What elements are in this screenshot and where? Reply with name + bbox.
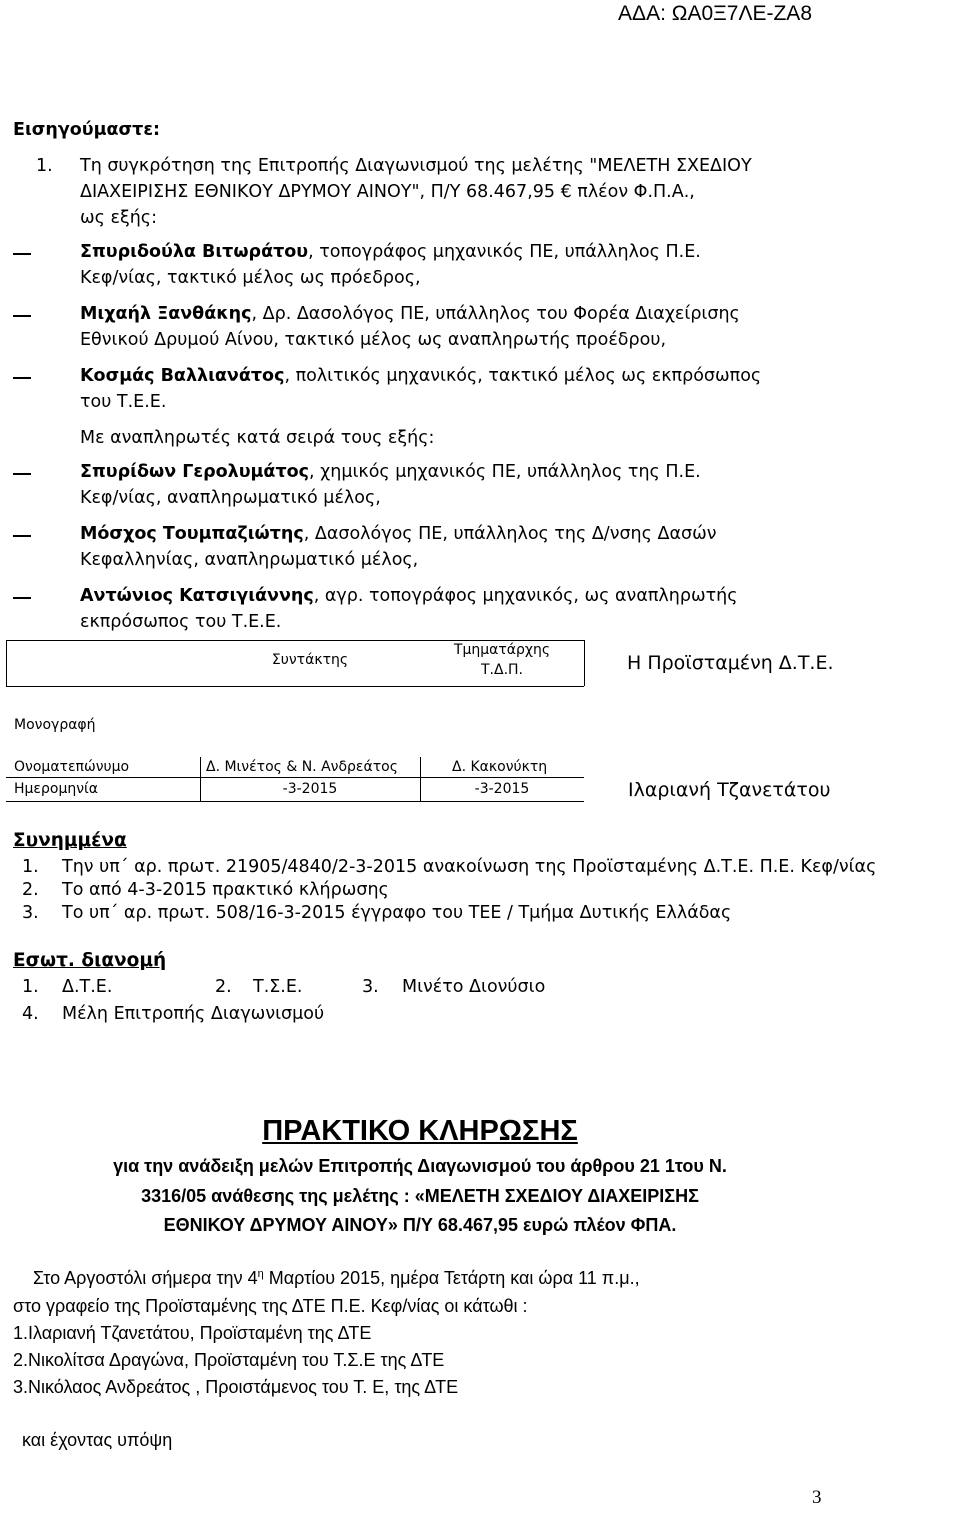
author-column-header: Συντάκτης xyxy=(271,652,349,668)
member-3: Κοσμάς Βαλλιανάτος, πολιτικός μηχανικός, τακτικό μέλος ως εκπρόσωπος xyxy=(80,366,762,386)
distribution-item: Τ.Σ.Ε. xyxy=(253,977,303,997)
table-rule xyxy=(6,801,584,802)
intro-heading: Εισηγούμαστε: xyxy=(13,120,161,140)
item1-number: 1. xyxy=(36,156,53,176)
distribution-title: Εσωτ. διανομή xyxy=(13,950,167,971)
head-date: -3-2015 xyxy=(474,781,530,797)
distribution-number: 2. xyxy=(215,977,232,997)
alternate-1: Σπυρίδων Γερολυμάτος, χημικός μηχανικός ΠΕ, υπάλληλος της Π.Ε. xyxy=(80,462,701,482)
distribution-number: 3. xyxy=(362,977,379,997)
head-column-header-unit: Τ.Δ.Π. xyxy=(480,662,523,678)
item1-line3: ως εξής: xyxy=(80,208,157,228)
attendee-2: 2.Νικολίτσα Δραγώνα, Προϊσταμένη του Τ.Σ.Ε της ΔΤΕ xyxy=(13,1350,445,1370)
minutes-subtitle-1: για την ανάδειξη μελών Επιτροπής Διαγωνισμού του άρθρου 21 1του Ν. xyxy=(113,1156,727,1176)
alternate-2-line2: Κεφαλληνίας, αναπληρωματικό μέλος, xyxy=(80,550,419,570)
table-rule xyxy=(6,686,584,687)
bullet-dash xyxy=(13,535,31,537)
alternate-3-line2: εκπρόσωπος του Τ.Ε.Ε. xyxy=(80,612,282,632)
author-date: -3-2015 xyxy=(282,781,338,797)
initials-row-label: Μονογραφή xyxy=(14,717,96,733)
attachment-number: 2. xyxy=(22,880,39,900)
bullet-dash xyxy=(13,315,31,317)
item1-line2: ΔΙΑΧΕΙΡΙΣΗΣ ΕΘΝΙΚΟΥ ΔΡΥΜΟΥ ΑΙΝΟΥ", Π/Υ 68.467,95 € πλέον Φ.Π.Α., xyxy=(80,182,695,202)
attachments-title: Συνημμένα xyxy=(13,830,127,851)
distribution-item: Δ.Τ.Ε. xyxy=(62,977,113,997)
member-1: Σπυριδούλα Βιτωράτου, τοπογράφος μηχανικός ΠΕ, υπάλληλος Π.Ε. xyxy=(80,242,701,262)
minutes-subtitle-3: ΕΘΝΙΚΟΥ ΔΡΥΜΟΥ ΑΙΝΟΥ» Π/Υ 68.467,95 ευρώ πλέον ΦΠΑ. xyxy=(163,1215,677,1235)
bullet-dash xyxy=(13,473,31,475)
minutes-body-line1: Στο Αργοστόλι σήμερα την $4^\eta$ Μαρτίου 2015, ημέρα Τετάρτη και ώρα 11 π.μ., xyxy=(33,1268,640,1288)
ada-code: ΑΔΑ: ΩΑ0Ξ7ΛΕ-ΖΑ8 xyxy=(618,2,812,25)
bullet-dash xyxy=(13,377,31,379)
page-number: 3 xyxy=(812,1487,822,1508)
minutes-title: ΠΡΑΚΤΙΚΟ ΚΛΗΡΩΣΗΣ xyxy=(262,1115,578,1147)
attendee-3: 3.Νικόλαος Ανδρεάτος , Προιστάμενος του Τ. Ε, της ΔΤΕ xyxy=(13,1377,459,1397)
author-name: Δ. Μινέτος & Ν. Ανδρεάτος xyxy=(206,759,398,775)
head-name: Δ. Κακονύκτη xyxy=(452,759,548,775)
distribution-item: Μινέτο Διονύσιο xyxy=(402,977,546,997)
head-column-header: Τμηματάρχης xyxy=(453,642,551,658)
table-rule xyxy=(6,640,7,686)
distribution-item: Μέλη Επιτροπής Διαγωνισμού xyxy=(62,1004,325,1024)
table-rule xyxy=(6,777,584,778)
attachment-item: Το υπ΄ αρ. πρωτ. 508/16-3-2015 έγγραφο του ΤΕΕ / Τμήμα Δυτικής Ελλάδας xyxy=(62,903,732,923)
member-2: Μιχαήλ Ξανθάκης, Δρ. Δασολόγος ΠΕ, υπάλληλος του Φορέα Διαχείρισης xyxy=(80,304,740,324)
attachment-number: 3. xyxy=(22,903,39,923)
attachment-item: Την υπ΄ αρ. πρωτ. 21905/4840/2-3-2015 ανακοίνωση της Προϊσταμένης Δ.Τ.Ε. Π.Ε. Κεφ/νίας xyxy=(62,857,877,877)
attendee-1: 1.Ιλαριανή Τζανετάτου, Προϊσταμένη της ΔΤΕ xyxy=(13,1323,372,1343)
alternates-intro: Με αναπληρωτές κατά σειρά τους εξής: xyxy=(80,428,435,448)
table-rule xyxy=(584,640,585,686)
minutes-body-line2: στο γραφείο της Προϊσταμένης της ΔΤΕ Π.Ε. Κεφ/νίας οι κάτωθι : xyxy=(13,1296,528,1316)
minutes-closing: και έχοντας υπόψη xyxy=(22,1430,173,1450)
director-name: Ιλαριανή Τζανετάτου xyxy=(628,779,831,801)
attachment-number: 1. xyxy=(22,857,39,877)
bullet-dash xyxy=(13,253,31,255)
date-row-label: Ημερομηνία xyxy=(14,781,99,797)
name-row-label: Ονοματεπώνυμο xyxy=(14,759,130,775)
member-3-line2: του Τ.Ε.Ε. xyxy=(80,392,167,412)
alternate-2: Μόσχος Τουμπαζιώτης, Δασολόγος ΠΕ, υπάλληλος της Δ/νσης Δασών xyxy=(80,524,717,544)
director-title: Η Προϊσταμένη Δ.Τ.Ε. xyxy=(627,652,834,674)
alternate-3: Αντώνιος Κατσιγιάννης, αγρ. τοπογράφος μηχανικός, ως αναπληρωτής xyxy=(80,586,738,606)
item1-line1: Τη συγκρότηση της Επιτροπής Διαγωνισμού της μελέτης "ΜΕΛΕΤΗ ΣΧΕΔΙΟΥ xyxy=(80,156,752,176)
bullet-dash xyxy=(13,597,31,599)
member-2-line2: Εθνικού Δρυμού Αίνου, τακτικό μέλος ως αναπληρωτής προέδρου, xyxy=(80,330,667,350)
attachment-item: Το από 4-3-2015 πρακτικό κλήρωσης xyxy=(62,880,389,900)
distribution-number: 1. xyxy=(22,977,39,997)
distribution-number: 4. xyxy=(22,1004,39,1024)
alternate-1-line2: Κεφ/νίας, αναπληρωματικό μέλος, xyxy=(80,488,381,508)
minutes-subtitle-2: 3316/05 ανάθεσης της μελέτης : «ΜΕΛΕΤΗ ΣΧΕΔΙΟΥ ΔΙΑΧΕΙΡΙΣΗΣ xyxy=(141,1186,699,1206)
member-1-line2: Κεφ/νίας, τακτικό μέλος ως πρόεδρος, xyxy=(80,268,421,288)
table-rule xyxy=(6,640,584,641)
